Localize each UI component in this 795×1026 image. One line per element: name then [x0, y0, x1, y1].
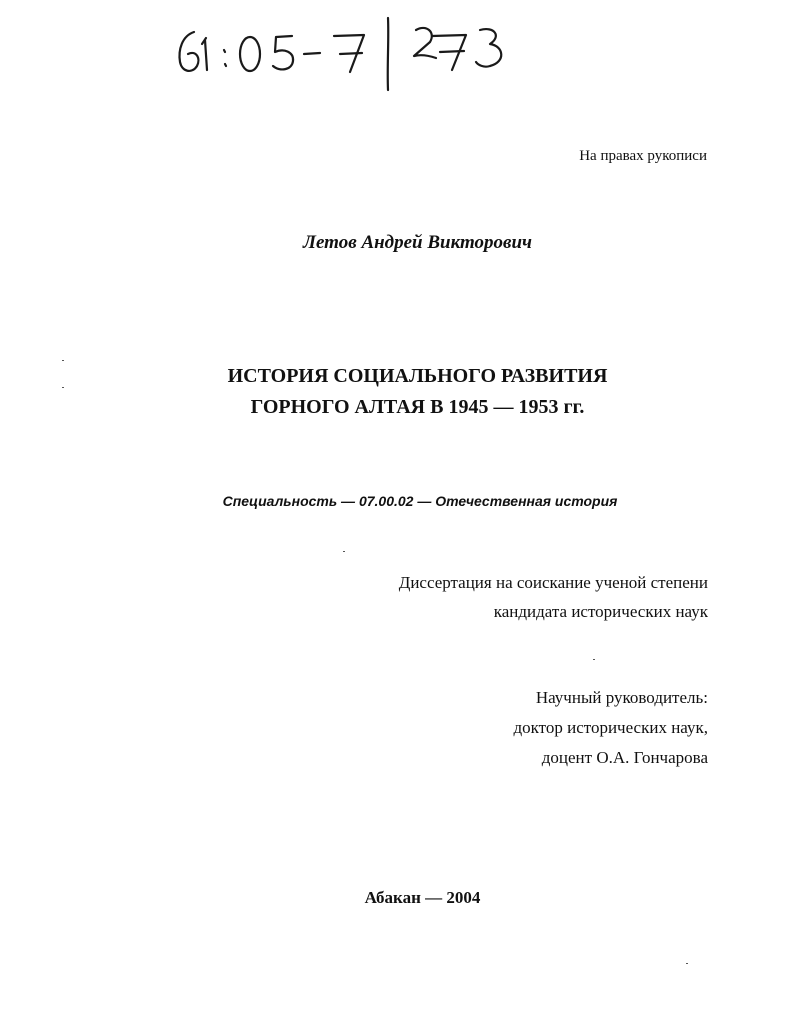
supervisor-block	[513, 683, 708, 773]
title-line-2: ГОРНОГО АЛТАЯ В 1945 — 1953 гг.	[250, 396, 585, 418]
degree-line-2: кандидата исторических наук	[493, 602, 708, 621]
city-year: Абакан — 2004	[364, 888, 481, 907]
scan-speck	[62, 387, 64, 388]
scan-speck	[343, 551, 345, 552]
supervisor-label: Научный руководитель:	[535, 688, 708, 707]
author-name: Летов Андрей Викторович	[302, 232, 533, 253]
specialty-line: Специальность — 07.00.02 — Отечественная история	[222, 493, 618, 509]
degree-line-1: Диссертация на соискание ученой степени	[398, 573, 708, 592]
handwritten-note-drawing	[172, 10, 532, 95]
rights-notice: На правах рукописи	[579, 148, 707, 164]
title-line-1: ИСТОРИЯ СОЦИАЛЬНОГО РАЗВИТИЯ	[227, 365, 608, 387]
scan-speck	[62, 360, 64, 361]
dissertation-title	[0, 361, 795, 423]
scan-speck	[593, 659, 595, 660]
scan-speck	[686, 963, 688, 964]
supervisor-name: доцент О.А. Гончарова	[541, 748, 708, 767]
dissertation-degree	[399, 568, 708, 626]
supervisor-degree: доктор исторических наук,	[513, 718, 708, 737]
handwritten-archive-number	[172, 10, 532, 95]
